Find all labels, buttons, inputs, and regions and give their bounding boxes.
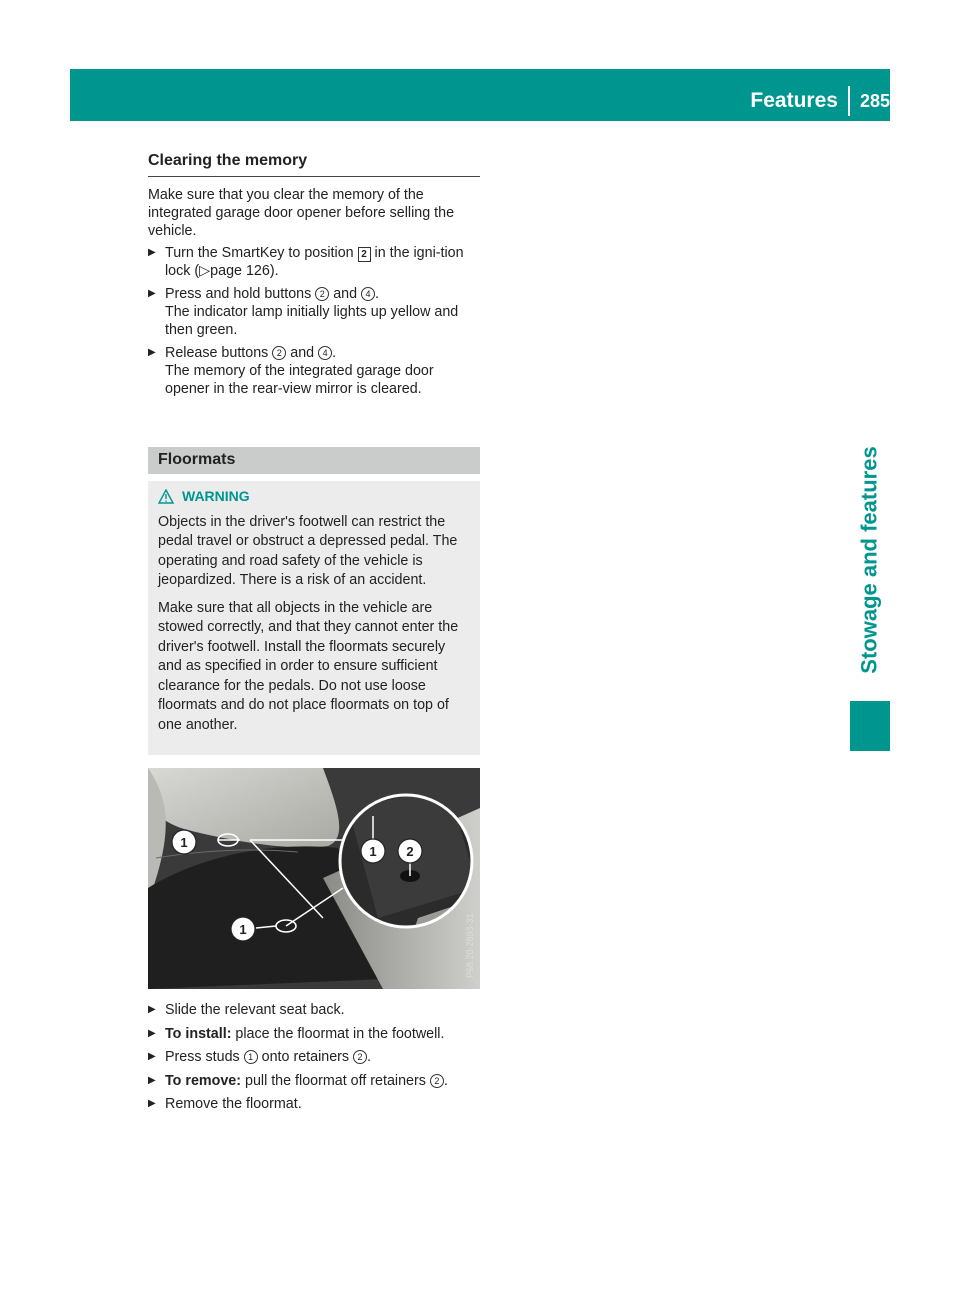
page-number: 285 [859, 90, 890, 111]
warning-text-1: Objects in the driver's footwell can restrict the pedal travel or obstruct a depressed pedal. The operating and road safety of the vehicle is jeopardized. There is a risk of an accident. [158, 513, 458, 588]
clearing-body [148, 186, 480, 403]
section-title-floormats: Floormats [158, 451, 236, 468]
svg-text:1: 1 [239, 922, 247, 937]
warning-header [158, 487, 472, 507]
photo-callout-1b [231, 917, 255, 941]
header-title: Features [750, 89, 838, 112]
position-marker: 2 [358, 247, 371, 262]
arrow-icon: ▶ [148, 1004, 156, 1015]
section-band-floormats [148, 447, 480, 474]
side-tab-label: Stowage and features [857, 446, 883, 674]
warning-label: WARNING [182, 488, 250, 504]
arrow-icon: ▶ [148, 288, 156, 299]
photo-callout-1c [361, 839, 385, 863]
photo-callout-1a [172, 830, 196, 854]
page-reference-link[interactable]: page 126 [210, 263, 270, 279]
clearing-intro: Make sure that you clear the memory of the integrated garage door opener before selling the vehicle. [148, 187, 455, 239]
arrow-icon: ▶ [148, 1027, 156, 1039]
arrow-icon: ▶ [148, 1051, 156, 1062]
arrow-icon: ▶ [148, 1074, 156, 1086]
svg-text:1: 1 [369, 844, 377, 859]
arrow-icon: ▶ [148, 247, 156, 258]
callout-number: 1 [244, 1050, 258, 1064]
warning-triangle-icon [158, 489, 174, 504]
svg-text:1: 1 [180, 835, 188, 850]
callout-number: 4 [361, 287, 375, 301]
arrow-icon: ▶ [148, 1098, 156, 1109]
svg-text:2: 2 [406, 844, 414, 859]
list-item: ▶ Press and hold buttons 2 and 4 . The indicator lamp initially lights up yellow and then green. [148, 286, 459, 338]
photo-callout-2 [398, 839, 422, 863]
callout-number: 4 [318, 346, 332, 360]
list-item: ▶ Slide the relevant seat back. [148, 1002, 345, 1018]
header [750, 86, 890, 116]
callout-number: 2 [353, 1050, 367, 1064]
side-tab-marker [850, 701, 890, 751]
list-item: ▶ Press studs 1 onto retainers 2 . [148, 1049, 372, 1065]
warning-text-2: Make sure that all objects in the vehicle are stowed correctly, and that they cannot enter the driver's footwell. Install the floormats securely and as specified in order to ensure sufficient clearance for the pedals. Do not use loose floormats and do not place floormats on top of one another. [158, 599, 459, 733]
list-item: ▶ To remove: pull the floormat off retainers 2 . [148, 1072, 448, 1089]
section-title-clearing: Clearing the memory [148, 152, 480, 177]
side-tab [850, 440, 890, 680]
callout-number: 2 [315, 287, 329, 301]
page-ref-icon: ▷ [199, 263, 211, 279]
callout-number: 2 [272, 346, 286, 360]
list-item: ▶ To install: place the floormat in the footwell. [148, 1025, 445, 1042]
list-item: ▶ Turn the SmartKey to position 2 in the igni-tion lock (▷page 126). [148, 245, 464, 279]
photo-code: P68.20-2893-31 [465, 913, 475, 978]
warning-box [148, 481, 480, 755]
list-item: ▶ Release buttons 2 and 4 . The memory of the integrated garage door opener in the rear-view mirror is cleared. [148, 345, 434, 397]
list-item: ▶ Remove the floormat. [148, 1096, 302, 1112]
arrow-icon: ▶ [148, 347, 156, 358]
floormat-steps [148, 1001, 480, 1119]
floormat-photo [148, 768, 480, 989]
callout-number: 2 [430, 1074, 444, 1088]
